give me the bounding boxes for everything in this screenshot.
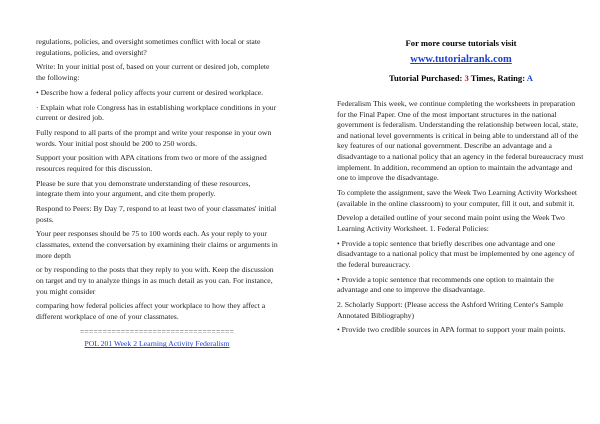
promo-purchase-info [337,72,585,84]
purchase-prefix: Tutorial Purchased: [389,73,465,83]
purchase-count: 3 [464,73,469,83]
separator-rule: ================================== [79,326,235,336]
left-paragraph-10: or by responding to the posts that they reply to you with. Keep the discussion on target and try to analyze things in as much detail as you can. For instance, you might consider [36,265,274,296]
left-paragraph-8: Respond to Peers: By Day 7, respond to at least two of your classmates' initial posts. [36,204,277,224]
right-paragraph-5: • Provide a topic sentence that recommends one option to maintain the advantage and one to improve the disadvantage. [337,274,554,295]
left-paragraph-6: Support your position with APA citations from two or more of the assigned resources required for this discussion. [36,153,267,173]
left-paragraph-5: Fully respond to all parts of the prompt and write your response in your own words. Your initial post should be 200 to 250 words. [36,127,272,148]
right-column [337,37,585,340]
right-paragraph-2: To complete the assignment, save the Week Two Learning Activity Worksheet (available in the online classroom) to your computer, fill it out, and submit it. [337,187,577,208]
promo-heading: For more course tutorials visit [405,38,517,48]
right-paragraph-1: Federalism This week, we continue completing the worksheets in preparation for the Final Paper. One of the most important structures in the national government is federalism. Understanding the relationship between local, state, and national level governments is critical in being able to understand all of the key features of our national government. Describe an advantage and a disadvantage to a national policy that an agency in the federal bureaucracy must implement. In addition, recommend an option to maintain the advantage and one to improve the disadvantage. [337,99,584,183]
rating-value: A [526,73,533,83]
right-paragraph-6: 2. Scholarly Support: (Please access the Ashford Writing Center's Sample Annotated Bibliography) [337,300,564,320]
right-paragraph-3: Develop a detailed outline of your second main point using the Week Two Learning Activity Worksheet. 1. Federal Policies: [337,213,565,233]
left-paragraph-4: · Explain what role Congress has in establishing workplace conditions in your current or desired job. [36,102,277,123]
left-paragraph-9: Your peer responses should be 75 to 100 words each. As your reply to your classmates, extend the conversation by examining their claims or arguments in more depth [36,229,278,260]
footer-course-link[interactable]: POL 201 Week 2 Learning Activity Federalism [84,339,230,349]
purchase-mid: Times, Rating: [468,73,527,83]
promo-site-link[interactable]: www.tutorialrank.com [410,54,512,65]
left-paragraph-7: Please be sure that you demonstrate understanding of these resources, integrate them into your argument, and cite them properly. [36,178,251,199]
left-paragraph-3: • Describe how a federal policy affects your current or desired workplace. [36,87,264,97]
left-column [36,37,278,350]
left-paragraph-2: Write: In your initial post of, based on your current or desired job, complete the following: [36,62,270,82]
left-paragraph-11: comparing how federal policies affect your workplace to how they affect a different workplace of one of your classmates. [36,301,266,321]
right-paragraph-4: • Provide a topic sentence that briefly describes one advantage and one disadvantage to a national policy that must be implemented by one agency of the federal bureaucracy. [337,238,575,269]
left-paragraph-1: regulations, policies, and oversight sometimes conflict with local or state regulations, policies, and oversight? [36,37,261,57]
right-paragraph-7: • Provide two credible sources in APA format to support your main points. [337,325,566,335]
